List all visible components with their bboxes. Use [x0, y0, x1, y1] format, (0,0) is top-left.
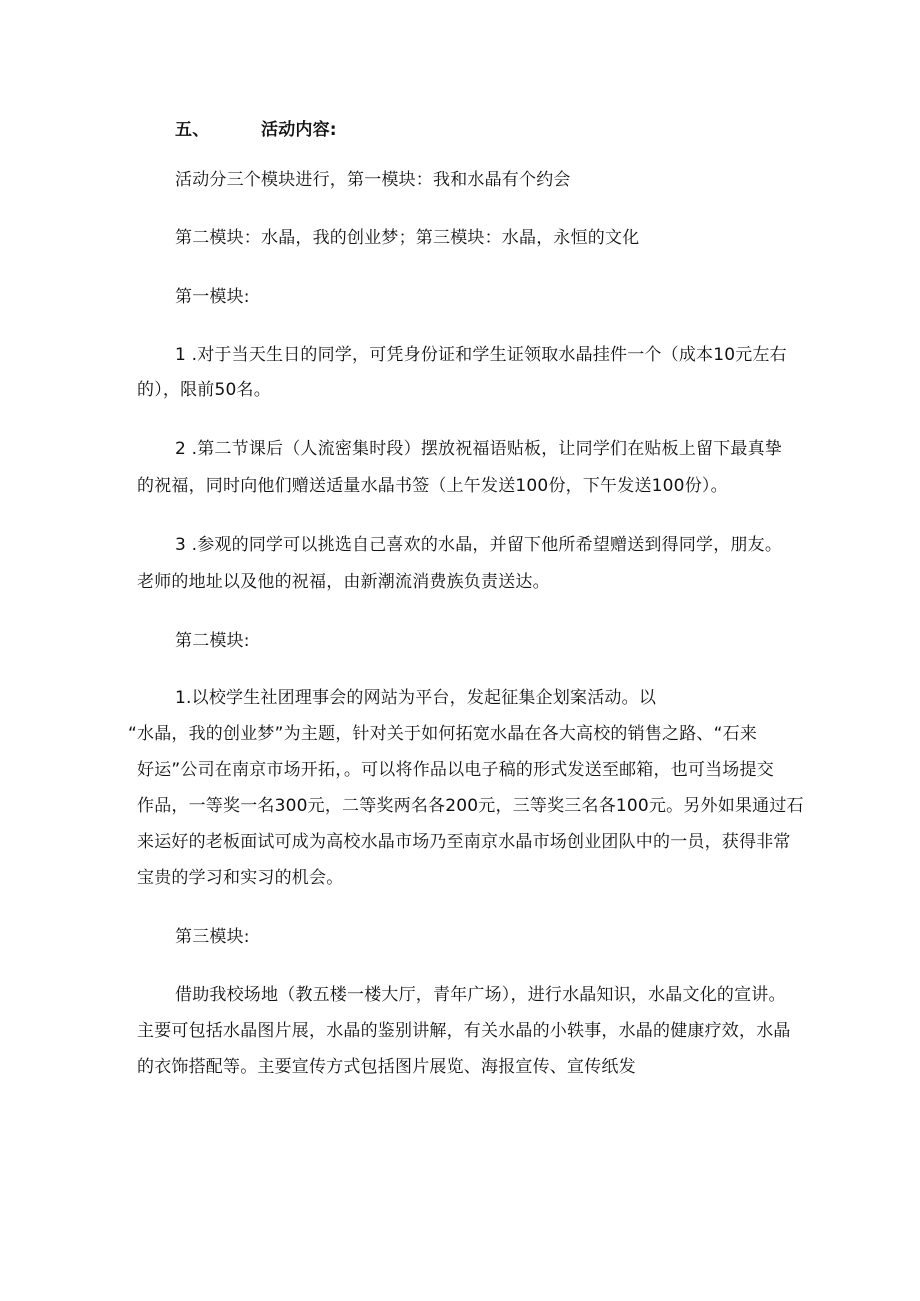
section-heading — [175, 118, 337, 142]
module1-title: 第一模块: — [175, 287, 250, 307]
module2-title: 第二模块: — [175, 631, 250, 651]
module3-line-2: 主要可包括水晶图片展，水晶的鉴别讲解，有关水晶的小轶事，水晶的健康疗效，水晶 — [137, 1021, 791, 1041]
module2-line-4: 作品，一等奖一名300元，二等奖两名各200元，三等奖三名各100元。另外如果通过石 — [137, 796, 804, 816]
module1-item3-line1: 3 .参观的同学可以挑选自己喜欢的水晶，并留下他所希望赠送到得同学，朋友。 — [175, 535, 783, 555]
module2-line-1: 1.以校学生社团理事会的网站为平台，发起征集企划案活动。以 — [175, 688, 657, 708]
section-title: 活动内容: — [261, 120, 337, 140]
module1-item1-line1: 1 .对于当天生日的同学，可凭身份证和学生证领取水晶挂件一个（成本10元左右 — [175, 345, 787, 365]
module2-line-5: 来运好的老板面试可成为高校水晶市场乃至南京水晶市场创业团队中的一员，获得非常 — [137, 832, 791, 852]
module2-line-2: “水晶，我的创业梦”为主题，针对关于如何拓宽水晶在各大高校的销售之路、“石来 — [128, 724, 758, 744]
module1-item2-line2: 的祝福，同时向他们赠送适量水晶书签（上午发送100份，下午发送100份）。 — [137, 476, 728, 496]
module3-title: 第三模块: — [175, 927, 250, 947]
module3-line-3: 的衣饰搭配等。主要宣传方式包括图片展览、海报宣传、宣传纸发 — [137, 1057, 636, 1077]
module3-line-1: 借助我校场地（教五楼一楼大厅，青年广场），进行水晶知识，水晶文化的宣讲。 — [175, 985, 786, 1005]
intro-line-2: 第二模块：水晶，我的创业梦；第三模块：水晶，永恒的文化 — [175, 228, 640, 248]
module1-item2-line1: 2 .第二节课后（人流密集时段）摆放祝福语贴板，让同学们在贴板上留下最真挚 — [175, 439, 783, 459]
module2-line-6: 宝贵的学习和实习的机会。 — [137, 868, 344, 888]
module2-line-3: 好运”公司在南京市场开拓，。可以将作品以电子稿的形式发送至邮箱，也可当场提交 — [137, 760, 774, 780]
section-number: 五、 — [175, 120, 210, 140]
module1-item1-line2: 的），限前50名。 — [137, 380, 271, 400]
module1-item3-line2: 老师的地址以及他的祝福，由新潮流消费族负责送达。 — [137, 572, 550, 592]
intro-line-1: 活动分三个模块进行，第一模块：我和水晶有个约会 — [175, 170, 571, 190]
